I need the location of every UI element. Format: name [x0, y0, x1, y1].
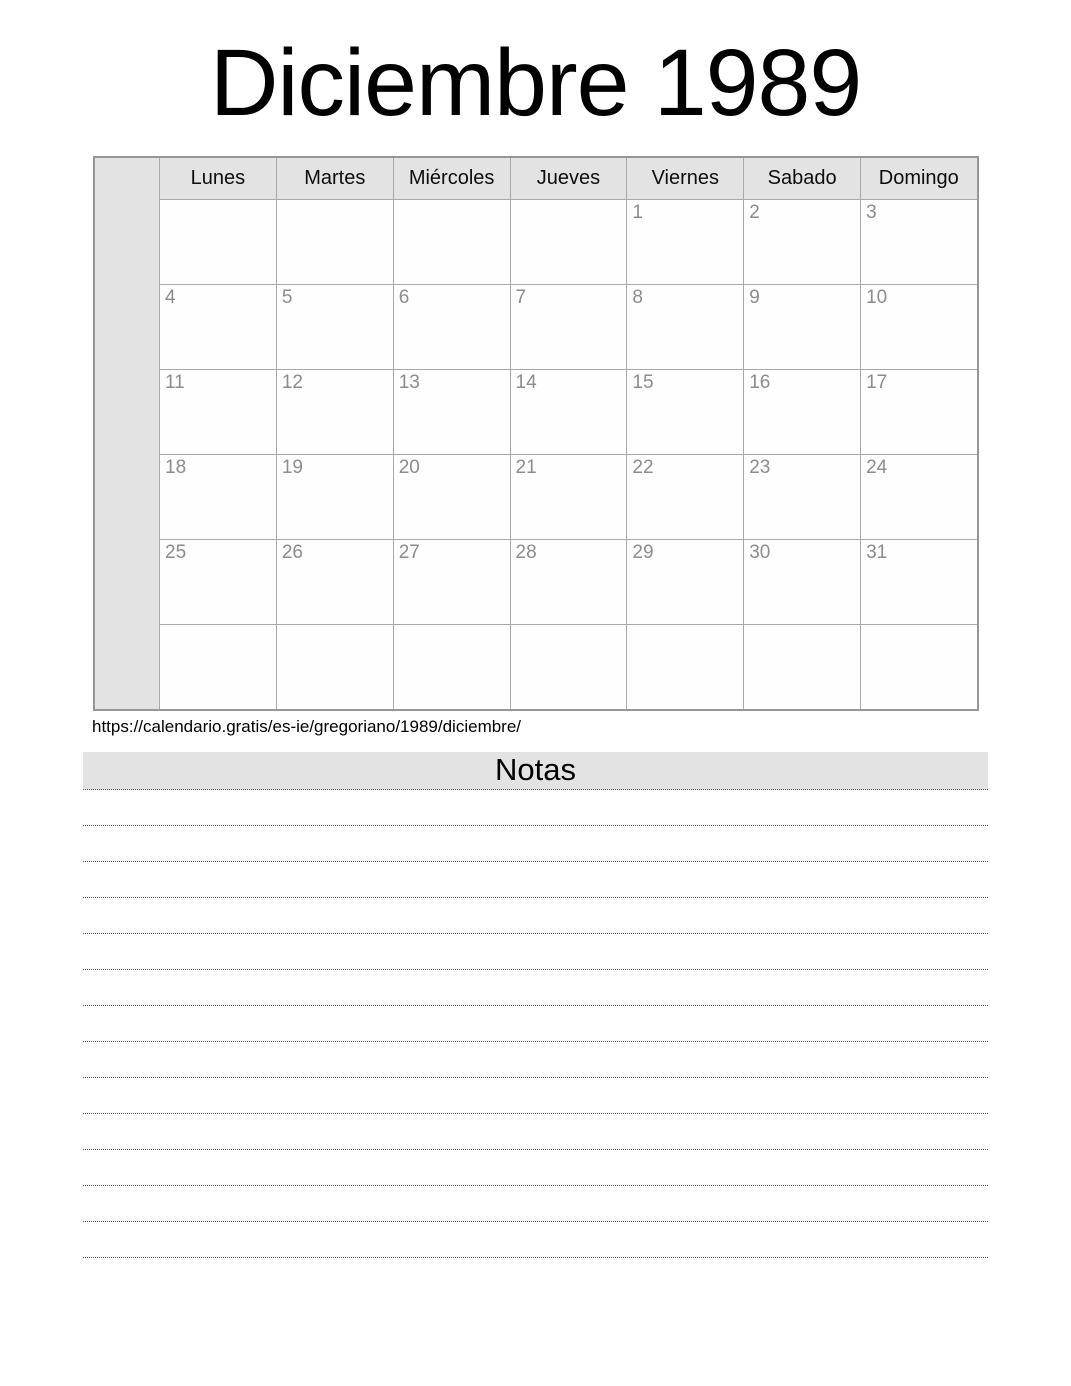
day-cell: 27	[393, 540, 510, 625]
day-cell	[160, 625, 277, 710]
note-line	[83, 1222, 988, 1258]
day-cell	[160, 200, 277, 285]
day-cell: 8	[627, 285, 744, 370]
note-line	[83, 1006, 988, 1042]
day-cell: 29	[627, 540, 744, 625]
calendar-table	[93, 156, 979, 711]
day-cell: 14	[510, 370, 627, 455]
day-cell: 30	[744, 540, 861, 625]
notes-section	[83, 752, 988, 1258]
weekday-header-viernes: Viernes	[627, 157, 744, 200]
weekday-header-miercoles: Miércoles	[393, 157, 510, 200]
day-cell	[627, 625, 744, 710]
day-cell: 5	[276, 285, 393, 370]
day-cell: 4	[160, 285, 277, 370]
day-cell	[276, 625, 393, 710]
note-line	[83, 790, 988, 826]
day-cell	[744, 625, 861, 710]
day-cell: 23	[744, 455, 861, 540]
day-cell: 6	[393, 285, 510, 370]
page-content	[83, 156, 988, 1258]
week-row	[94, 285, 978, 370]
page-title: Diciembre 1989	[209, 29, 862, 136]
note-line	[83, 1150, 988, 1186]
day-cell: 22	[627, 455, 744, 540]
day-cell: 3	[861, 200, 978, 285]
week-row	[94, 455, 978, 540]
week-row	[94, 540, 978, 625]
day-cell	[510, 200, 627, 285]
source-url: https://calendario.gratis/es-ie/gregoriano/1989/diciembre/	[92, 716, 522, 736]
note-line	[83, 826, 988, 862]
weekday-header-domingo: Domingo	[861, 157, 978, 200]
day-cell: 31	[861, 540, 978, 625]
day-cell: 1	[627, 200, 744, 285]
weekday-header-jueves: Jueves	[510, 157, 627, 200]
note-line	[83, 1042, 988, 1078]
weekday-header-martes: Martes	[276, 157, 393, 200]
calendar-header-row	[94, 157, 978, 200]
day-cell: 24	[861, 455, 978, 540]
note-line	[83, 1186, 988, 1222]
day-cell: 28	[510, 540, 627, 625]
week-row	[94, 200, 978, 285]
day-cell: 11	[160, 370, 277, 455]
day-cell	[861, 625, 978, 710]
day-cell: 13	[393, 370, 510, 455]
note-line	[83, 934, 988, 970]
day-cell: 7	[510, 285, 627, 370]
day-cell: 18	[160, 455, 277, 540]
notes-title: Notas	[83, 752, 988, 790]
day-cell	[393, 625, 510, 710]
day-cell	[393, 200, 510, 285]
day-cell: 26	[276, 540, 393, 625]
day-cell: 20	[393, 455, 510, 540]
note-line	[83, 898, 988, 934]
weekday-header-sabado: Sabado	[744, 157, 861, 200]
note-line	[83, 862, 988, 898]
day-cell: 10	[861, 285, 978, 370]
day-cell: 12	[276, 370, 393, 455]
week-number-column	[94, 157, 160, 710]
weekday-header-lunes: Lunes	[160, 157, 277, 200]
day-cell	[276, 200, 393, 285]
note-line	[83, 970, 988, 1006]
day-cell: 9	[744, 285, 861, 370]
day-cell: 17	[861, 370, 978, 455]
day-cell: 15	[627, 370, 744, 455]
note-line	[83, 1114, 988, 1150]
day-cell: 25	[160, 540, 277, 625]
week-row	[94, 370, 978, 455]
day-cell: 19	[276, 455, 393, 540]
day-cell: 21	[510, 455, 627, 540]
title-area	[0, 0, 1071, 156]
note-lines	[83, 790, 988, 1258]
day-cell: 16	[744, 370, 861, 455]
day-cell: 2	[744, 200, 861, 285]
week-row	[94, 625, 978, 710]
note-line	[83, 1078, 988, 1114]
day-cell	[510, 625, 627, 710]
